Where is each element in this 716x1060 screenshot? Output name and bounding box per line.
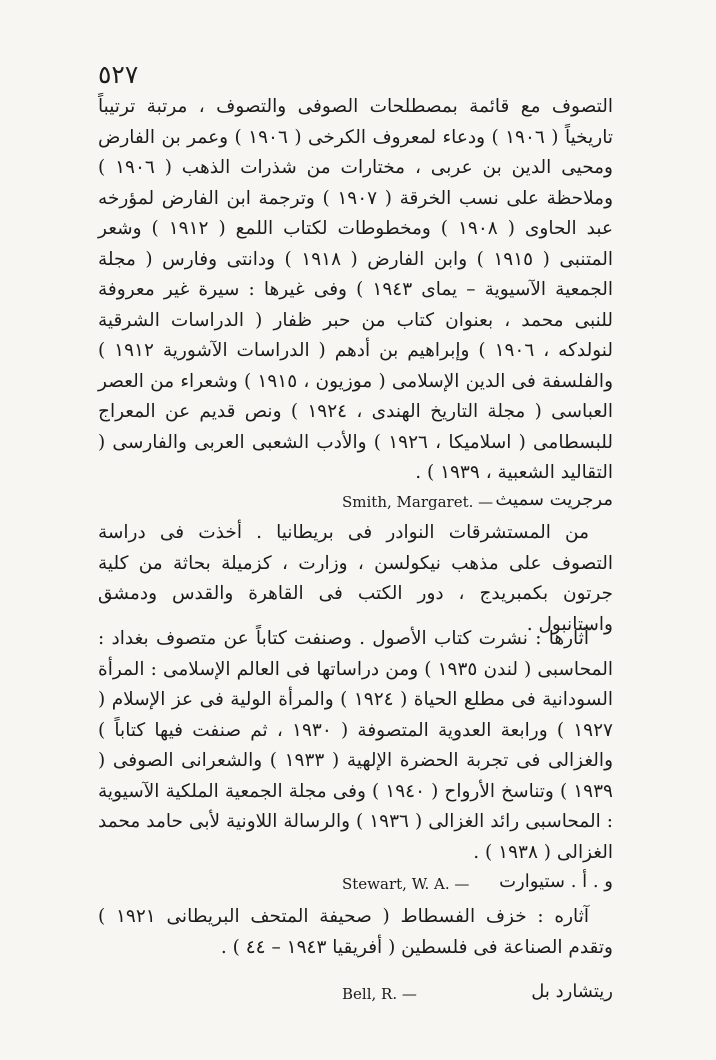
entry-name-arabic: مرجريت سميث <box>495 489 613 510</box>
entry-works-stewart <box>98 902 613 963</box>
entry-name-latin: Bell, R. — <box>342 985 417 1003</box>
continuation-paragraph <box>98 92 613 489</box>
entry-heading-smith <box>98 486 613 514</box>
entry-works-smith <box>98 624 613 868</box>
entry-name-latin: Smith, Margaret. — <box>342 493 494 511</box>
entry-name-arabic: ريتشارد بل <box>531 981 613 1002</box>
page-number: ٥٢٧ <box>98 60 139 89</box>
entry-heading-bell <box>98 978 613 1006</box>
works-text: آثاره : خزف الفسطاط ( صحيفة المتحف البريطانى ١٩٢١ ) وتقدم الصناعة فى فلسطين ( أفريقيا ١٩٤٣ – ٤٤ ) . <box>98 906 613 958</box>
entry-bio-smith <box>98 518 613 640</box>
bio-text: من المستشرقات النوادر فى بريطانيا . أخذت فى دراسة التصوف على مذهب نيكولسن ، وزارت ، كزميلة بحاثة من كلية جرتون بكمبريدج ، دور الكتب فى القاهرة والقدس ودمشق واستانبول . <box>98 522 613 635</box>
continuation-text: التصوف مع قائمة بمصطلحات الصوفى والتصوف ، مرتبة ترتيباً تاريخياً ( ١٩٠٦ ) ودعاء لمعروف الكرخى ( ١٩٠٦ ) وعمر بن الفارض ومحيى الدين بن عربى ، مختارات من شذرات الذهب ( ١٩٠٦ ) وملاحظة على نسب الخرقة ( ١٩٠٧ ) وترجمة ابن الفارض لمؤرخه عبد الحاوى ( ١٩٠٨ ) ومخطوطات لكتاب اللمع ( ١٩١٢ ) وشعر المتنبى ( ١٩١٥ ) وابن الفارض ( ١٩١٨ ) ودانتى وفارس ( مجلة الجمعية الآسيوية – يماى ١٩٤٣ ) وفى غيرها : سيرة غير معروفة للنبى محمد ، بعنوان كتاب من حبر ظفار ( الدراسات الشرقية لنولدكه ، ١٩٠٦ ) وإبراهيم بن أدهم ( الدراسات الآشورية ١٩١٢ ) والفلسفة فى الدين الإسلامى ( موزيون ، ١٩١٥ ) وشعراء من العصر العباسى ( مجلة التاريخ الهندى ، ١٩٢٤ ) ونص قديم عن المعراج للبسطامى ( اسلاميكا ، ١٩٢٦ ) والأدب الشعبى العربى والفارسى ( التقاليد الشعبية ، ١٩٣٩ ) . <box>98 96 614 483</box>
works-text: آثارها : نشرت كتاب الأصول . وصنفت كتاباً عن متصوف بغداد : المحاسبى ( لندن ١٩٣٥ ) ومن دراساتها فى العالم الإسلامى : المرأة السودانية فى مطلع الحياة ( ١٩٢٤ ) والمرأة الولية فى عز الإسلام ( ١٩٢٧ ) ورابعة العدوية المتصوفة ( ١٩٣٠ ، ثم صنفت فيها كتاباً ) والغزالى فى تجربة الحضرة الإلهية ( ١٩٣٣ ) والشعرانى الصوفى ( ١٩٣٩ ) وتناسخ الأرواح ( ١٩٤٠ ) وفى مجلة الجمعية الملكية الآسيوية : المحاسبى رائد الغزالى ( ١٩٣٦ ) والرسالة اللاونية لأبى حامد محمد الغزالى ( ١٩٣٨ ) . <box>98 628 614 863</box>
entry-name-arabic: و . أ . ستيوارت <box>499 871 613 892</box>
entry-heading-stewart <box>98 868 613 896</box>
entry-name-latin: Stewart, W. A. — <box>342 875 470 893</box>
